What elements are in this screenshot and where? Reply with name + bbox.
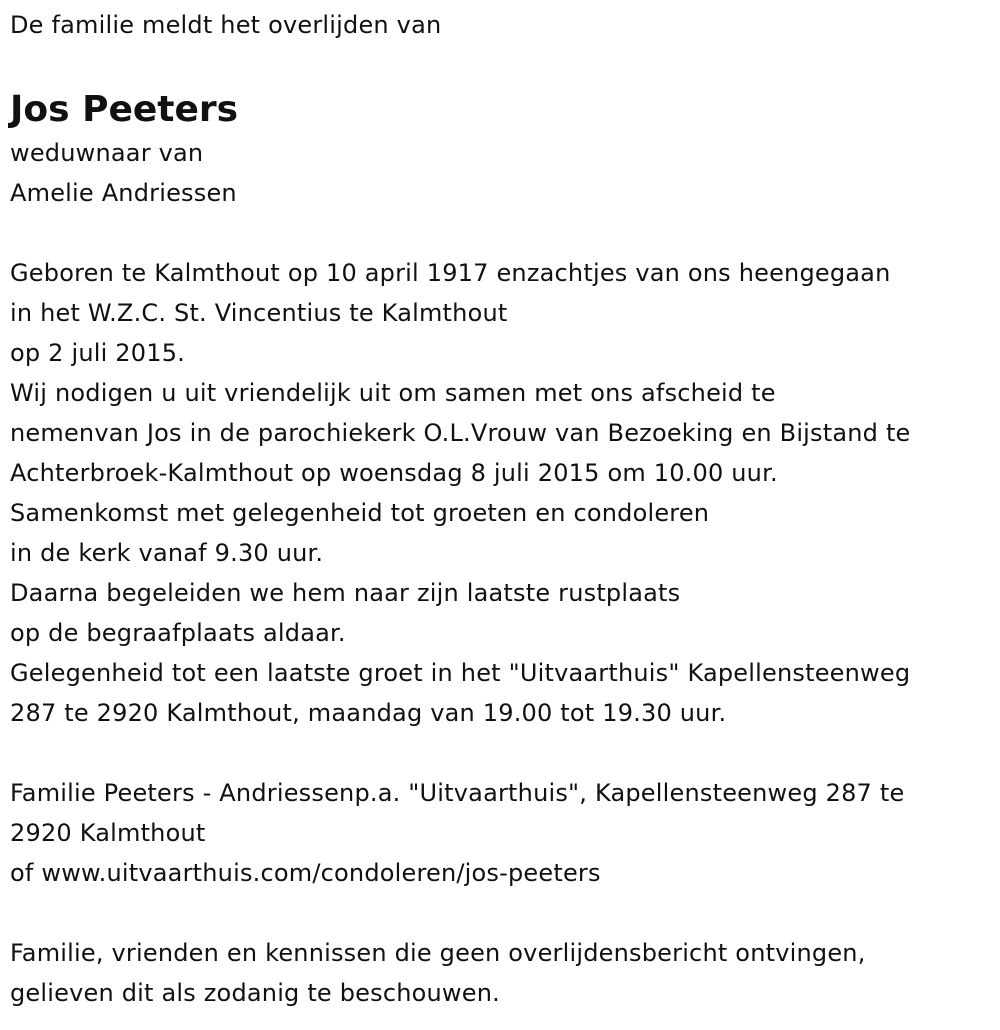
condolence-url: of www.uitvaarthuis.com/condoleren/jos-peeters (10, 859, 601, 887)
detail-line: op de begraafplaats aldaar. (10, 619, 346, 647)
details-block (10, 253, 995, 733)
detail-line: Achterbroek-Kalmthout op woensdag 8 juli 2015 om 10.00 uur. (10, 459, 778, 487)
detail-line: Gelegenheid tot een laatste groet in het "Uitvaarthuis" Kapellensteenweg (10, 659, 911, 687)
contact-line: Familie Peeters - Andriessenp.a. "Uitvaarthuis", Kapellensteenweg 287 te (10, 779, 905, 807)
detail-line: in het W.Z.C. St. Vincentius te Kalmthout (10, 299, 508, 327)
detail-line: nemenvan Jos in de parochiekerk O.L.Vrouw van Bezoeking en Bijstand te (10, 419, 911, 447)
spouse-name: Amelie Andriessen (10, 179, 237, 207)
intro-text: De familie meldt het overlijden van (10, 11, 442, 39)
detail-line: Wij nodigen u uit vriendelijk uit om samen met ons afscheid te (10, 379, 776, 407)
relation-label: weduwnaar van (10, 139, 204, 167)
deceased-name: Jos Peeters (10, 89, 239, 130)
spacer (10, 733, 995, 773)
death-notice (10, 0, 995, 1013)
spacer (10, 213, 995, 253)
detail-line: Daarna begeleiden we hem naar zijn laatste rustplaats (10, 579, 681, 607)
closing-line: Familie, vrienden en kennissen die geen overlijdensbericht ontvingen, (10, 939, 866, 967)
detail-line: 287 te 2920 Kalmthout, maandag van 19.00 tot 19.30 uur. (10, 699, 727, 727)
detail-line: in de kerk vanaf 9.30 uur. (10, 539, 324, 567)
closing-line: gelieven dit als zodanig te beschouwen. (10, 979, 500, 1007)
closing-block (10, 933, 995, 1013)
spacer (10, 893, 995, 933)
detail-line: op 2 juli 2015. (10, 339, 185, 367)
contact-line: 2920 Kalmthout (10, 819, 206, 847)
contact-block (10, 773, 995, 893)
detail-line: Samenkomst met gelegenheid tot groeten en condoleren (10, 499, 710, 527)
detail-line: Geboren te Kalmthout op 10 april 1917 enzachtjes van ons heengegaan (10, 259, 891, 287)
